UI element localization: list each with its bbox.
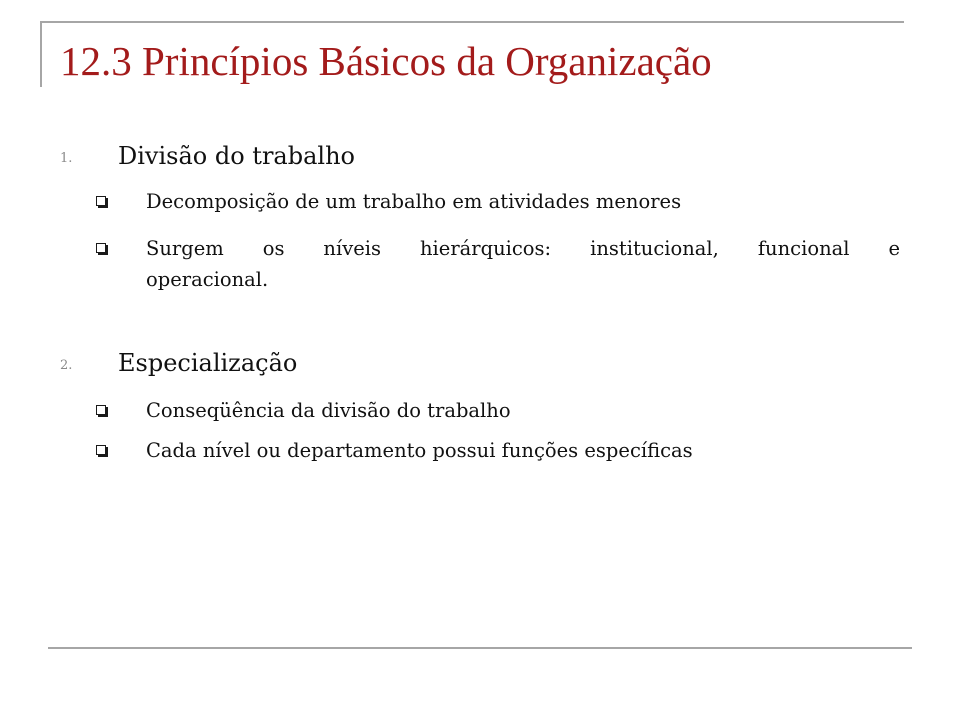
- bullet-text: Cada nível ou departamento possui funções específicas: [146, 439, 693, 462]
- square-bullet-icon: [96, 196, 106, 206]
- square-bullet-icon: [96, 243, 106, 253]
- list-item-funcoes-especificas: [96, 435, 900, 466]
- square-bullet-icon: [96, 405, 106, 415]
- section-number: 1.: [60, 151, 73, 166]
- top-border-line: [40, 21, 904, 23]
- section-heading-especializacao: [60, 349, 900, 377]
- slide-title: 12.3 Princípios Básicos da Organização: [60, 38, 712, 84]
- square-bullet-icon: [96, 445, 106, 455]
- section-heading-text: Especialização: [118, 349, 298, 377]
- section-number: 2.: [60, 358, 73, 373]
- list-item-niveis-hierarquicos: [96, 233, 900, 295]
- bullet-text: Conseqüência da divisão do trabalho: [146, 399, 511, 422]
- list-item-decomposicao: [96, 186, 900, 217]
- bullet-text: Surgem os níveis hierárquicos: institucional, funcional e: [146, 237, 900, 260]
- bullet-text-continuation: operacional.: [146, 268, 269, 291]
- bullet-text: Decomposição de um trabalho em atividades menores: [146, 190, 682, 213]
- left-border-line: [40, 21, 42, 87]
- section-heading-text: Divisão do trabalho: [118, 142, 355, 170]
- bottom-border-line: [48, 647, 912, 649]
- list-item-consequencia: [96, 395, 900, 426]
- section-heading-divisao: [60, 142, 900, 170]
